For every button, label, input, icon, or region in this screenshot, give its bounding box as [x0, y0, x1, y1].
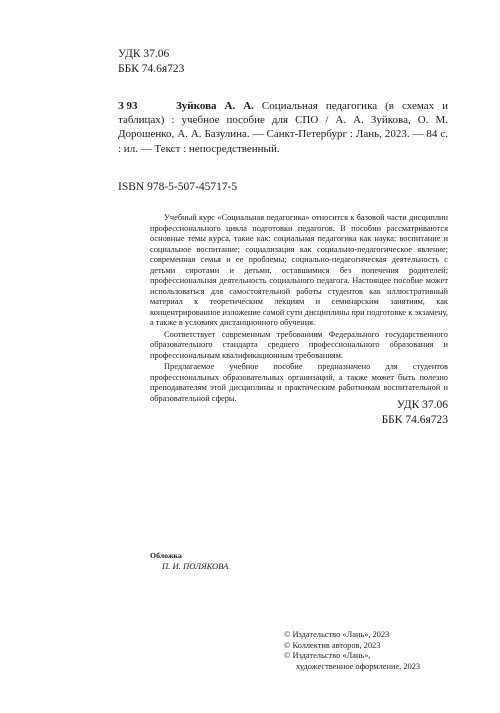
author-name: Зуйкова А. А.: [176, 100, 254, 112]
bibliographic-record: [118, 99, 448, 156]
citation: [118, 99, 448, 156]
isbn: ISBN 978-5-507-45717-5: [118, 181, 238, 193]
copyright-line: © Издательство «Лань»,: [284, 651, 371, 661]
cover-label: Обложка: [150, 551, 182, 560]
annotation-paragraph: Предлагаемое учебное пособие предназначено для студентов профессиональных образовательных организаций, а также может быть полезно преподавателям этой дисциплины и практическим работникам воспитательной и образовательной сферы.: [150, 362, 448, 403]
udk-code: УДК 37.06: [396, 399, 448, 411]
author-mark: З 93: [118, 100, 138, 112]
annotation-paragraph: Соответствует современным требованиям Федерального государственного образовательного стандарта среднего профессионального образования и профессиональным квалификационным требованиям.: [150, 329, 448, 360]
copyright-line: художественное оформление, 2023: [296, 661, 421, 671]
cover-designer: П. И. ПОЛЯКОВА: [162, 561, 229, 571]
bbk-code: ББК 74.6я723: [118, 63, 185, 75]
annotation: [150, 213, 448, 405]
bottom-classification: [382, 398, 448, 428]
top-classification: [118, 47, 184, 77]
cover-credit: [150, 551, 228, 571]
copyright-block: [284, 630, 420, 672]
udk-code: УДК 37.06: [118, 48, 170, 60]
annotation-paragraph: Учебный курс «Социальная педагогика» относится к базовой части дисциплин профессионального цикла подготовки педагогов. В пособии рассматриваются основные темы курса, такие как: социальная педагогика как наука; воспитание и социальное воспитание; социализация как социально-педагогическое явление; современная семья и ее проблемы; социально-педагогическая деятельность с детьми сиротами и детьми, оставшимися без попечения родителей; профессиональная деятельность социального педагога. Настоящее пособие может использоваться для самостоятельной работы студентов как иллюстративный материал к теоретическим лекциям и семинарским занятиям, как концентрированное изложение самой сути дисциплины при подготовке к экзамену, а также в условиях дистанционного обучения.: [150, 213, 448, 327]
bbk-code: ББК 74.6я723: [381, 414, 448, 426]
copyright-line: © Издательство «Лань», 2023: [284, 630, 390, 639]
copyright-line: © Коллектив авторов, 2023: [284, 640, 381, 650]
citation-text: Социальная педагогика (в схемах и таблицах) : учебное пособие для СПО / А. А. Зуйкова, О. М. Дорошенко, А. А. Базулина. — Санкт-Петербург : Лань, 2023. — 84 с. : ил. — Текст : непосредственный.: [118, 100, 448, 155]
